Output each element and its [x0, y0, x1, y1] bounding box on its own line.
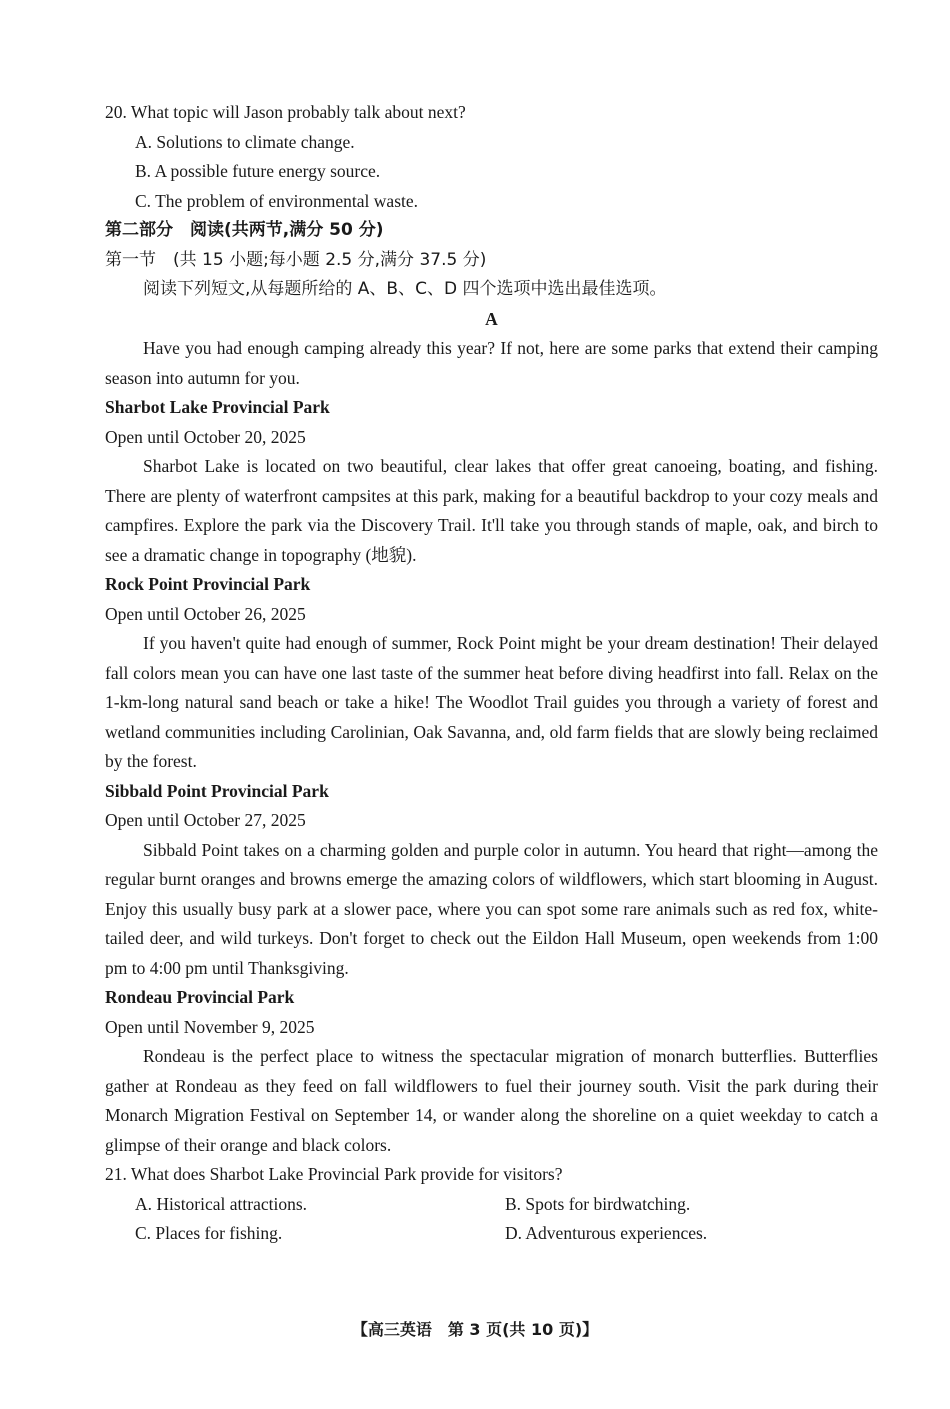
- park-description: If you haven't quite had enough of summer, Rock Point might be your dream destination! Their delayed fall colors mean you can have one last taste of the summer heat before diving headfirst into fall. Relax on the 1-km-long natural sand beach or take a hike! The Woodlot Trail guides you through a variety of forest and wetland communities including Carolinian, Oak Savanna, and, old farm fields that are slowly being reclaimed by the forest.: [105, 633, 878, 771]
- page-footer: 【高三英语 第 3 页(共 10 页)】: [351, 1320, 599, 1339]
- question-20-option-c: C. The problem of environmental waste.: [135, 190, 419, 211]
- question-21-option-a: A. Historical attractions.: [135, 1193, 308, 1214]
- passage-label: A: [485, 308, 498, 329]
- question-20-option-a: A. Solutions to climate change.: [135, 131, 355, 152]
- park-open-date: Open until October 27, 2025: [105, 810, 306, 830]
- park-description: Sibbald Point takes on a charming golden and purple color in autumn. You heard that right—among the regular burnt oranges and browns emerge the amazing colors of wildflowers, which start blooming in August. Enjoy this usually busy park at a slower pace, where you can spot some rare animals such as red fox, white-tailed deer, and wild turkeys. Don't forget to check out the Eildon Hall Museum, open weekends from 1:00 pm to 4:00 pm until Thanksgiving.: [105, 839, 878, 978]
- park-title: Sharbot Lake Provincial Park: [105, 397, 330, 417]
- question-20-stem: 20. What topic will Jason probably talk about next?: [105, 102, 466, 122]
- question-21-option-d: D. Adventurous experiences.: [505, 1223, 708, 1243]
- exam-page: [105, 98, 878, 1249]
- instruction: 阅读下列短文,从每题所给的 A、B、C、D 四个选项中选出最佳选项。: [143, 279, 667, 299]
- question-21-option-b: B. Spots for birdwatching.: [505, 1193, 691, 1214]
- park-description: Sharbot Lake is located on two beautiful, clear lakes that offer great canoeing, boating, and fishing. There are plenty of waterfront campsites at this park, making for a beautiful backdrop to your cozy meals and campfires. Explore the park via the Discovery Trail. It'll take you through stands of maple, oak, and birch to see a dramatic change in topography (地貌).: [105, 456, 878, 565]
- park-open-date: Open until November 9, 2025: [105, 1016, 315, 1037]
- part-heading: 第二部分 阅读(共两节,满分 50 分): [105, 220, 384, 240]
- park-open-date: Open until October 20, 2025: [105, 426, 306, 447]
- park-title: Rock Point Provincial Park: [105, 574, 311, 594]
- question-21-options-row-1: [105, 1190, 878, 1220]
- question-21-options-row-2: [105, 1219, 878, 1249]
- sub-heading: 第一节 (共 15 小题;每小题 2.5 分,满分 37.5 分): [105, 249, 487, 270]
- park-title: Sibbald Point Provincial Park: [105, 780, 329, 801]
- passage-intro: Have you had enough camping already this year? If not, here are some parks that extend their camping season into autumn for you.: [105, 338, 878, 388]
- park-title: Rondeau Provincial Park: [105, 987, 295, 1007]
- park-description: Rondeau is the perfect place to witness the spectacular migration of monarch butterflies. Butterflies gather at Rondeau as they feed on fall wildflowers to fuel their journey south. Visit the park during their Monarch Migration Festival on September 14, or wander along the shoreline on a quiet weekday to catch a glimpse of their orange and black colors.: [105, 1046, 878, 1155]
- question-20-option-b: B. A possible future energy source.: [135, 161, 381, 181]
- question-21-option-c: C. Places for fishing.: [135, 1223, 283, 1243]
- question-21-stem: 21. What does Sharbot Lake Provincial Park provide for visitors?: [105, 1164, 563, 1184]
- park-open-date: Open until October 26, 2025: [105, 603, 306, 624]
